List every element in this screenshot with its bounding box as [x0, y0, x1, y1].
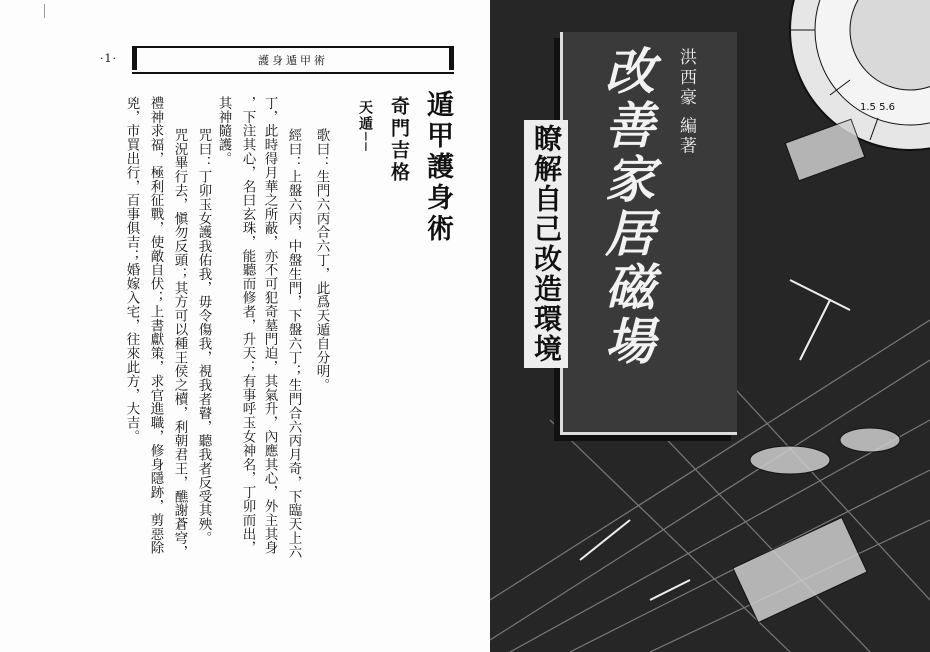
svg-text:1.5 5.6: 1.5 5.6 [860, 102, 895, 113]
cover-author: 洪西豪 編著 [676, 48, 696, 157]
body-column: 歌曰：生門六丙合六丁，此爲天遁自分明。 [313, 128, 330, 393]
section-title: 天遁── [357, 100, 373, 153]
book-cover [490, 0, 930, 652]
page-number: ·1· [100, 52, 117, 65]
body-column: 咒況畢行去，愼勿反頭；其方可以種王侯之櫝，利朝君王，醮謝蒼穹， [171, 128, 188, 559]
body-column: ，下注其心，名曰玄珠，能聽而修者，升天；有事呼玉女神名，丁卯而出， [239, 96, 256, 555]
running-header-title: 護身遁甲術 [258, 54, 328, 67]
body-column: 經曰：上盤六丙，中盤生門，下盤六丁；生門合六丙月奇，下臨天上六 [285, 128, 302, 559]
body-column: 咒曰：丁卯玉女護我佑我，毋令傷我，視我者瞽，聽我者反受其殃。 [195, 128, 212, 545]
body-column: 其神隨護。 [215, 96, 232, 166]
cover-main-title: 改善家居磁場 [597, 45, 656, 369]
running-header [132, 46, 454, 74]
body-column: 禮神求福，極利征戰，使敵自伏；上書獻策，求官進職，修身隱跡，剪惡除 [147, 96, 164, 555]
scan-mark [44, 4, 45, 18]
body-column: 兇，市買出行，百事俱吉；婚嫁入宅，往來此方，大吉。 [123, 96, 140, 444]
book-title: 遁甲護身術 [422, 90, 453, 245]
cover-subtitle: 瞭解自己改造環境 [524, 120, 568, 368]
chapter-title: 奇門吉格 [388, 96, 410, 184]
body-column: 丁，此時得月華之所蔽，亦不可犯奇墓門迫，其氣升，內應其心，外主其身 [261, 96, 278, 555]
